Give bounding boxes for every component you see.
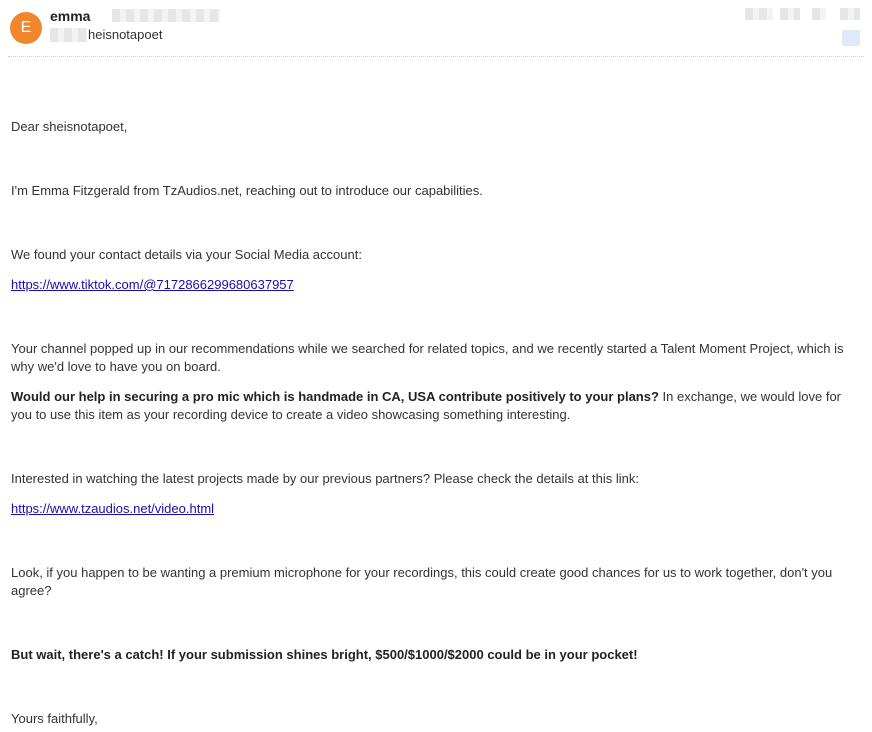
sender-name[interactable]: emma (50, 8, 91, 24)
video-link[interactable]: https://www.tzaudios.net/video.html (11, 501, 215, 516)
channel-paragraph: Your channel popped up in our recommendations while we searched for related topics, and we recently started a Talent Moment Project, which is why we'd love to have you on board. (11, 341, 844, 374)
question-paragraph (11, 388, 857, 424)
redacted-action-icon[interactable] (842, 30, 860, 46)
question-rest-text: In exchange, we would love for you to use this item as your recording device to create a video showcasing something interesting. (11, 389, 842, 422)
catch-bold-text: But wait, there's a catch! If your submission shines bright, $500/$1000/$2000 could be in your pocket! (11, 647, 638, 662)
found-contact-text: We found your contact details via your Social Media account: (11, 247, 362, 262)
question-bold-text: Would our help in securing a pro mic which is handmade in CA, USA contribute positively to your plans? (11, 389, 659, 404)
catch-paragraph (11, 646, 857, 664)
header-divider (8, 56, 864, 57)
redacted-date (812, 8, 826, 20)
sender-avatar[interactable]: E (10, 12, 42, 44)
signoff: Yours faithfully, (11, 711, 98, 726)
tiktok-link-line (11, 276, 857, 294)
redacted-date (780, 8, 800, 20)
greeting: Dear sheisnotapoet, (11, 119, 128, 134)
redacted-date (745, 8, 773, 20)
recipient-address[interactable]: heisnotapoet (88, 27, 163, 42)
look-paragraph: Look, if you happen to be wanting a premium microphone for your recordings, this could create good chances for us to work together, don't you agree? (11, 565, 833, 598)
intro-paragraph: I'm Emma Fitzgerald from TzAudios.net, reaching out to introduce our capabilities. (11, 183, 483, 198)
video-link-line (11, 500, 857, 518)
tiktok-link[interactable]: https://www.tiktok.com/@7172866299680637957 (11, 277, 294, 292)
redacted-date (840, 8, 860, 20)
interested-paragraph: Interested in watching the latest projects made by our previous partners? Please check the details at this link: (11, 471, 639, 486)
redacted-sender-email (112, 9, 220, 22)
email-header (0, 0, 872, 58)
redacted-recipient-prefix (50, 28, 87, 42)
